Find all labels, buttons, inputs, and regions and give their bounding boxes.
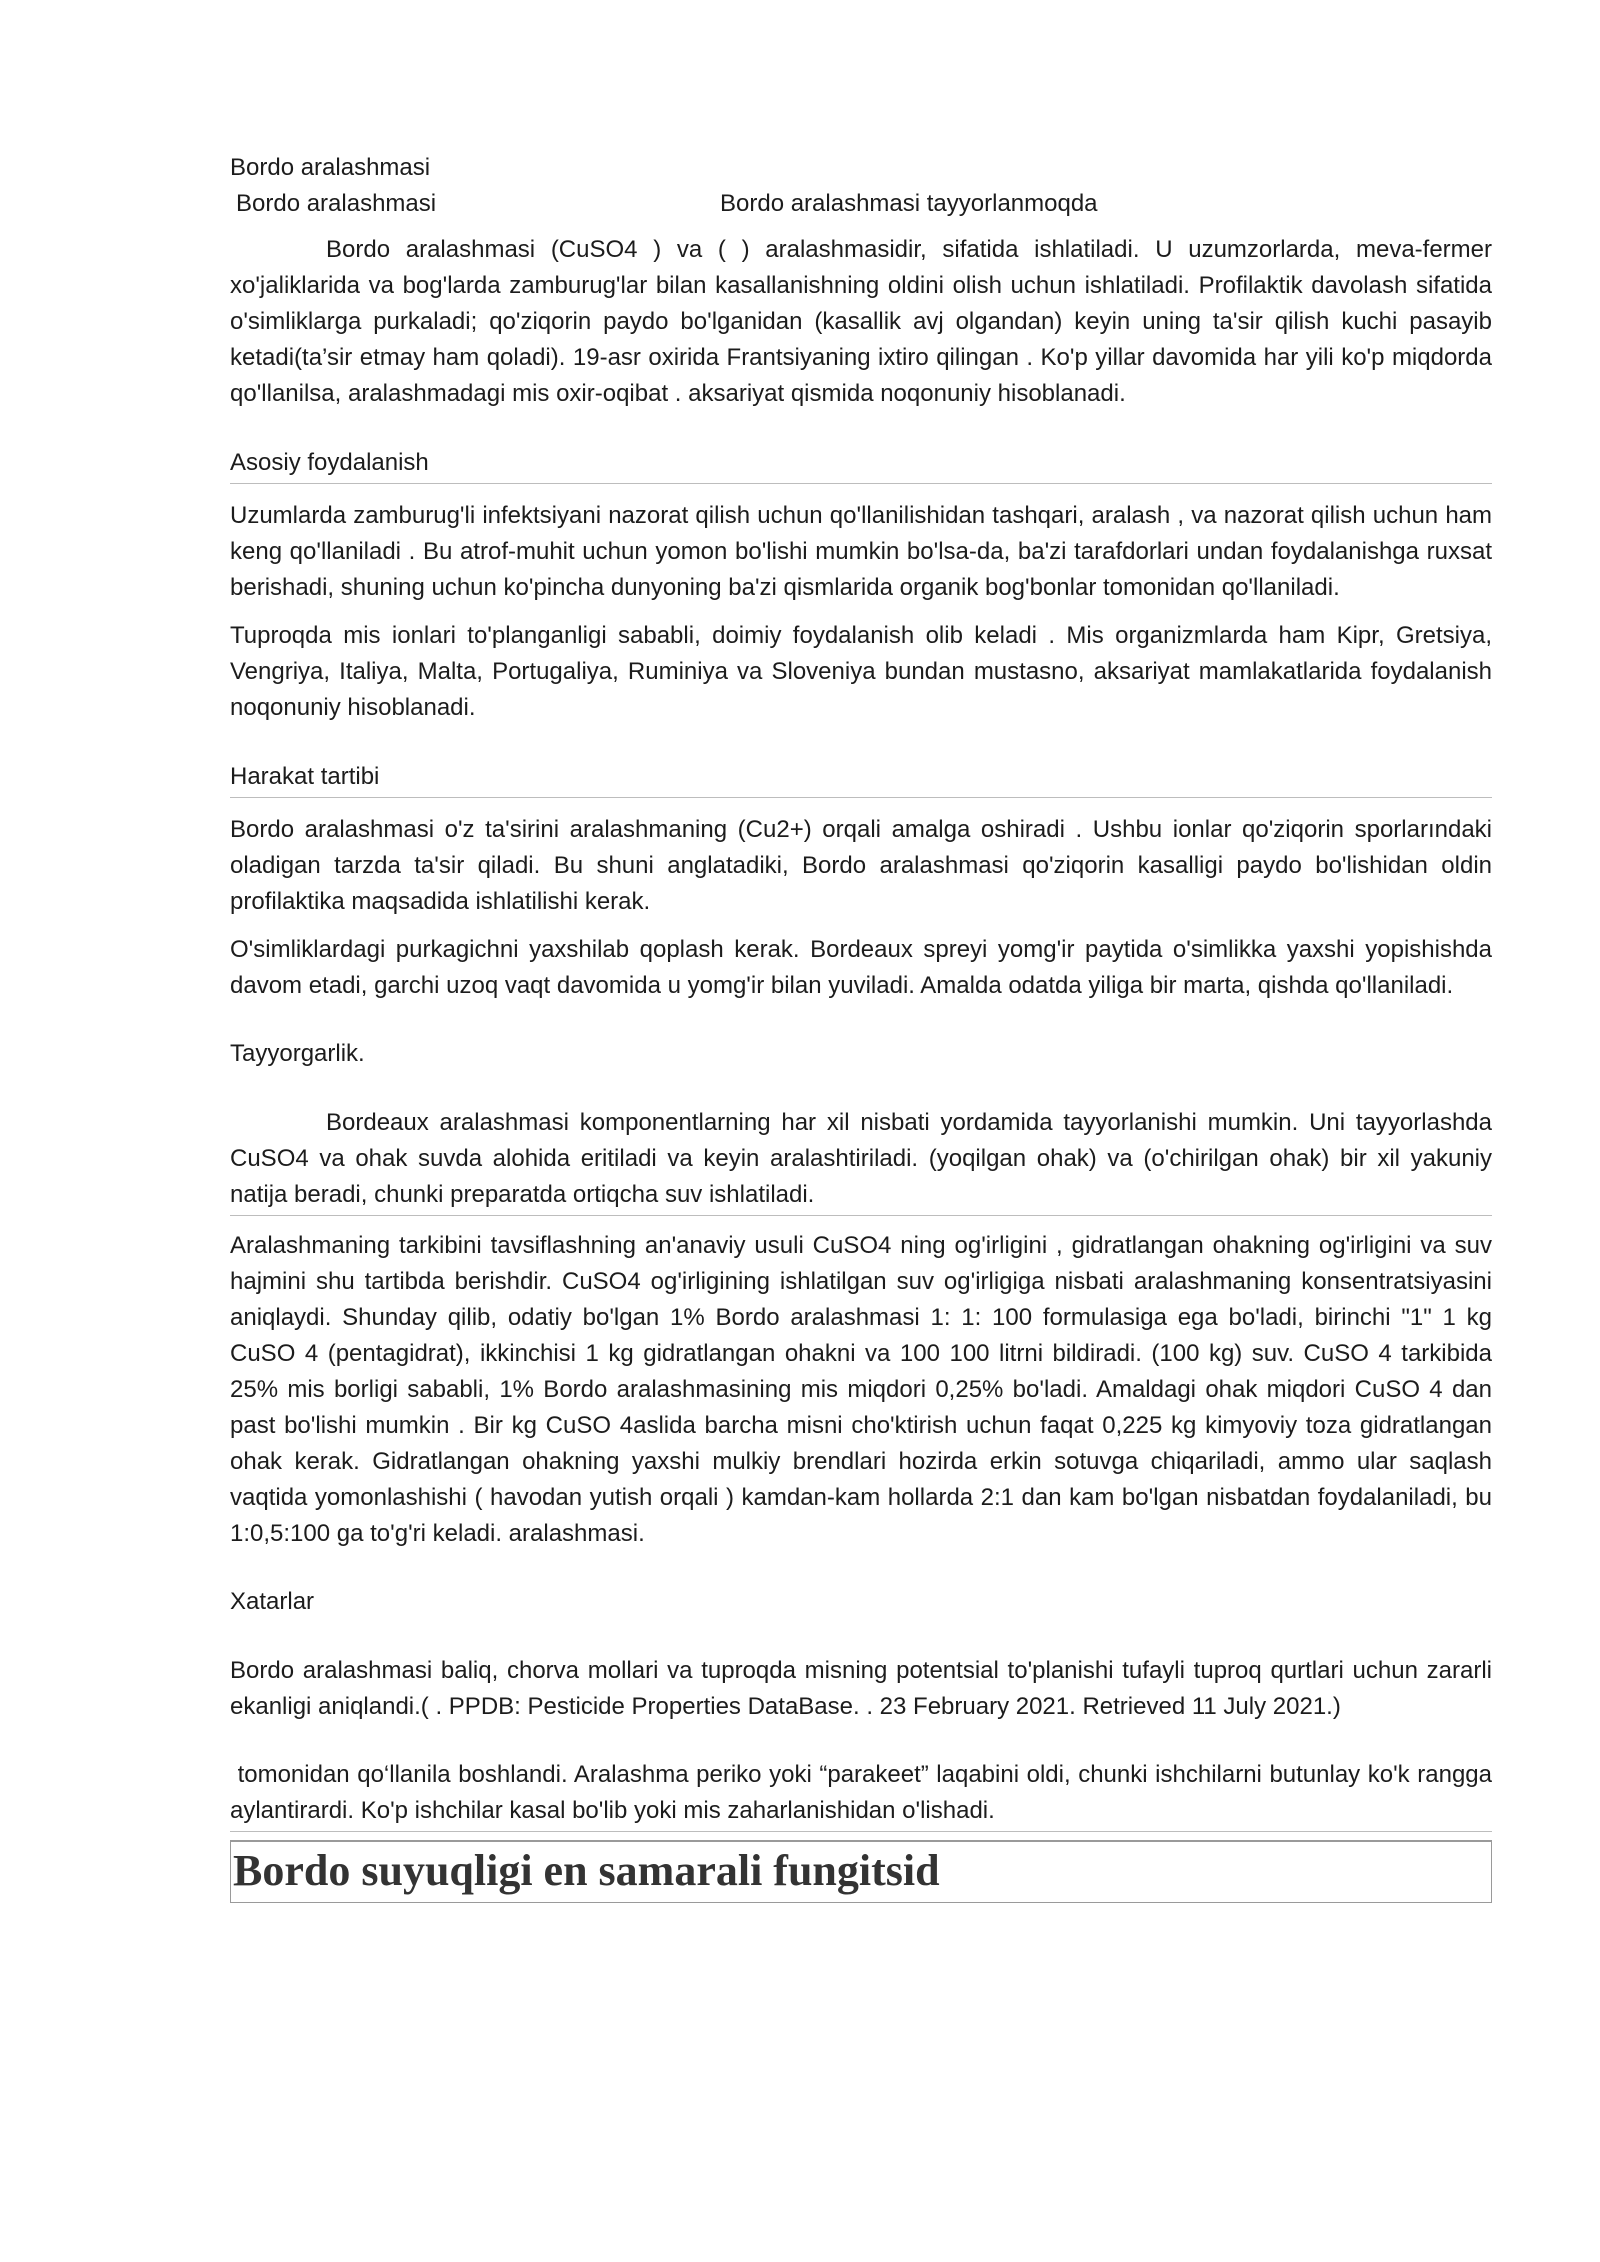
intro-paragraph: Bordo aralashmasi (CuSO4 ) va ( ) aralashmasidir, sifatida ishlatiladi. U uzumzorlarda, meva-fermer xo'jaliklarida va bog'larda zamburug'lar bilan kasallanishning oldini olish uchun ishlatiladi. Profilaktik davolash sifatida o'simliklarga purkaladi; qo'ziqorin paydo bo'lganidan (kasallik avj olgandan) keyin uning ta'sir qilish kuchi pasayib ketadi(ta’sir etmay ham qoladi). 19-asr oxirida Frantsiyaning ixtiro qilingan . Ko'p yillar davomida har yili ko'p miqdorda qo'llanilsa, aralashmadagi mis oxir-oqibat . aksariyat qismida noqonuniy hisoblanadi. xyxy=(230,236,1492,407)
section-heading-preparation: Tayyorgarlik. xyxy=(230,1040,365,1067)
section-heading-hazards: Xatarlar xyxy=(230,1588,315,1615)
document-page xyxy=(230,150,1499,1903)
preparation-paragraph-2: Aralashmaning tarkibini tavsiflashning an'anaviy usuli CuSO4 ning og'irligini , gidratlangan ohakning og'irligini va suv hajmini shu tartibda berishdir. CuSO4 og'irligining ishlatilgan suv og'irligiga nisbati aralashmaning konsentratsiyasini aniqlaydi. Shunday qilib, odatiy bo'lgan 1% Bordo aralashmasi 1: 1: 100 formulasiga ega bo'ladi, birinchi "1" 1 kg CuSO 4 (pentagidrat), ikkinchisi 1 kg gidratlangan ohakni va 100 100 litrni bildiradi. (100 kg) suv. CuSO 4 tarkibida 25% mis borligi sababli, 1% Bordo aralashmasining mis miqdori 0,25% bo'ladi. Amaldagi ohak miqdori CuSO 4 dan past bo'lishi mumkin . Bir kg CuSO 4aslida barcha misni cho'ktirish uchun faqat 0,225 kg kimyoviy toza gidratlangan ohak kerak. Gidratlangan ohakning yaxshi mulkiy brendlari hozirda erkin sotuvga chiqariladi, ammo ular saqlash vaqtida yomonlashishi ( havodan yutish orqali ) kamdan-kam hollarda 2:1 dan kam bo'lgan nisbatdan foydalaniladi, bu 1:0,5:100 ga to'g'ri keladi. aralashmasi. xyxy=(230,1232,1492,1547)
main-use-paragraph-1: Uzumlarda zamburug'li infektsiyani nazorat qilish uchun qo'llanilishidan tashqari, aralash , va nazorat qilish uchun ham keng qo'llaniladi . Bu atrof-muhit uchun yomon bo'lishi mumkin bo'lsa-da, ba'zi tarafdorlari undan foydalanishga ruxsat berishadi, shuning uchun ko'pincha dunyoning ba'zi qismlarida organik bog'bonlar tomonidan qo'llaniladi. xyxy=(230,502,1492,601)
image-caption-right: Bordo aralashmasi tayyorlanmoqda xyxy=(720,190,1098,217)
section-heading-main-use: Asosiy foydalanish xyxy=(230,445,1492,484)
image-caption-left: Bordo aralashmasi xyxy=(236,190,437,217)
hazards-paragraph-1: Bordo aralashmasi baliq, chorva mollari va tuproqda misning potentsial to'planishi tufayli tuproq qurtlari uchun zararli ekanligi aniqlandi.( . PPDB: Pesticide Properties DataBase. . 23 February 2021. Retrieved 11 July 2021.) xyxy=(230,1657,1492,1720)
image-captions-row xyxy=(230,186,1492,222)
main-use-paragraph-2: Tuproqda mis ionlari to'planganligi sababli, doimiy foydalanish olib keladi . Mis organizmlarda ham Kipr, Gretsiya, Vengriya, Italiya, Malta, Portugaliya, Ruminiya va Sloveniya bundan mustasno, aksariyat mamlakatlarida foydalanish noqonuniy hisoblanadi. xyxy=(230,622,1492,721)
preparation-paragraph-1: Bordeaux aralashmasi komponentlarning har xil nisbati yordamida tayyorlanishi mumkin. Uni tayyorlashda CuSO4 va ohak suvda alohida eritiladi va keyin aralashtiriladi. (yoqilgan ohak) va (o'chirilgan ohak) bir xil yakuniy natija beradi, chunki preparatda ortiqcha suv ishlatiladi. xyxy=(230,1105,1492,1216)
mechanism-paragraph-2: O'simliklardagi purkagichni yaxshilab qoplash kerak. Bordeaux spreyi yomg'ir paytida o'simlikka yaxshi yopishishda davom etadi, garchi uzoq vaqt davomida u yomg'ir bilan yuviladi. Amalda odatda yiliga bir marta, qishda qo'llaniladi. xyxy=(230,936,1492,999)
hazards-paragraph-2: tomonidan qo‘llanila boshlandi. Aralashma periko yoki “parakeet” laqabini oldi, chunki ishchilarni butunlay ko'k rangga aylantirardi. Ko'p ishchilar kasal bo'lib yoki mis zaharlanishidan o'lishadi. xyxy=(230,1757,1492,1832)
mechanism-paragraph-1: Bordo aralashmasi o'z ta'sirini aralashmaning (Cu2+) orqali amalga oshiradi . Ushbu ionlar qo'ziqorin sporlarındaki oladigan tarzda ta'sir qiladi. Bu shuni anglatadiki, Bordo aralashmasi qo'ziqorin kasalligi paydo bo'lishidan oldin profilaktika maqsadida ishlatilishi kerak. xyxy=(230,816,1492,915)
document-title: Bordo aralashmasi xyxy=(230,154,431,181)
section-heading-mechanism: Harakat tartibi xyxy=(230,759,1492,798)
footer-title: Bordo suyuqligi en samarali fungitsid xyxy=(230,1840,1492,1903)
